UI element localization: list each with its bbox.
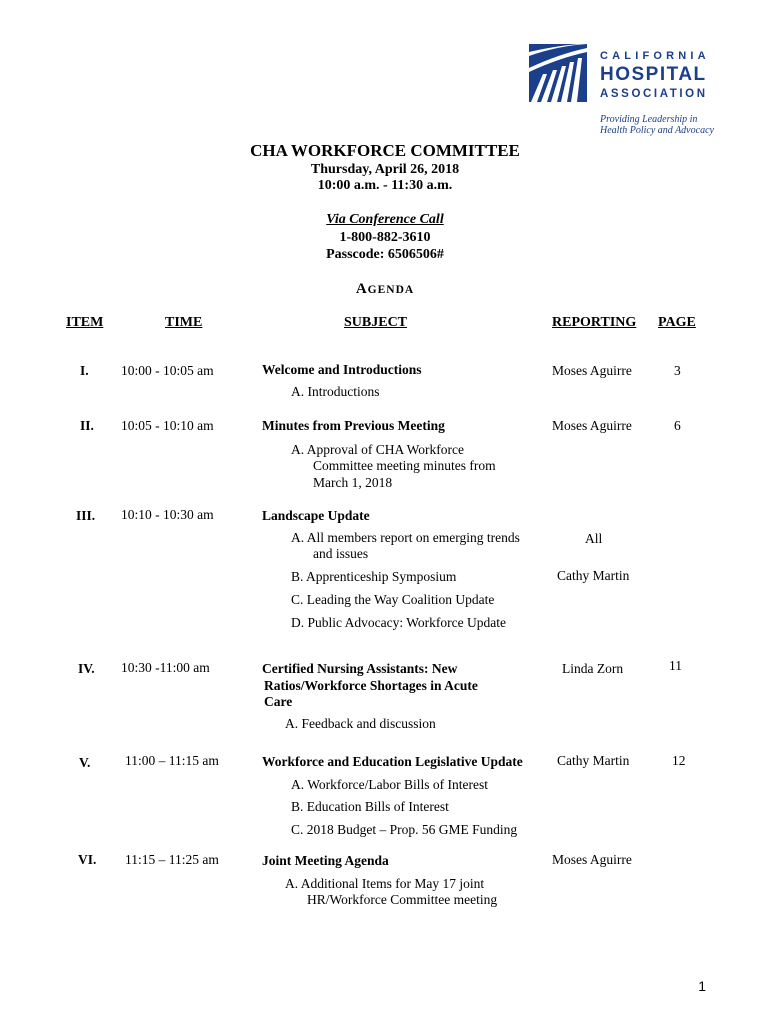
item-subject: Welcome and Introductions	[262, 362, 422, 377]
item-subject-line: Care	[264, 694, 293, 709]
logo-line-hospital: HOSPITAL	[600, 64, 707, 85]
item-time: 11:15 – 11:25 am	[125, 852, 219, 867]
item-subject: Minutes from Previous Meeting	[262, 418, 445, 433]
page-number: 1	[698, 978, 706, 994]
item-subject: Landscape Update	[262, 508, 370, 523]
subitem-continuation: Committee meeting minutes from	[313, 458, 496, 473]
item-number: II.	[80, 418, 94, 433]
subitem: B. Education Bills of Interest	[291, 799, 449, 814]
item-reporter: Linda Zorn	[562, 661, 624, 676]
item-page: 12	[672, 753, 686, 768]
subitem: A. Introductions	[291, 384, 380, 399]
item-reporter: Moses Aguirre	[552, 852, 632, 867]
committee-title: CHA WORKFORCE COMMITTEE	[250, 141, 520, 160]
meeting-time: 10:00 a.m. - 11:30 a.m.	[317, 178, 453, 193]
subitem-continuation: March 1, 2018	[313, 475, 393, 490]
item-subject: Workforce and Education Legislative Update	[262, 754, 523, 769]
item-time: 11:00 – 11:15 am	[125, 753, 219, 768]
item-number: VI.	[78, 852, 97, 867]
item-page: 11	[669, 658, 682, 673]
column-header-item: ITEM	[66, 315, 104, 330]
item-time: 10:10 - 10:30 am	[121, 507, 214, 522]
conference-passcode: Passcode: 6506506#	[326, 247, 444, 262]
item-time: 10:30 -11:00 am	[121, 660, 210, 675]
logo-tagline-2: Health Policy and Advocacy	[600, 125, 714, 136]
item-reporter: Cathy Martin	[557, 753, 630, 768]
logo-line-california: CALIFORNIA	[600, 50, 710, 62]
item-time: 10:05 - 10:10 am	[121, 418, 214, 433]
agenda-heading	[0, 281, 770, 298]
item-subject-line: Certified Nursing Assistants: New	[262, 661, 458, 676]
item-subject-line: Ratios/Workforce Shortages in Acute	[264, 678, 478, 693]
agenda-heading-initial: A	[355, 281, 368, 297]
logo-tagline	[600, 114, 714, 136]
logo-line-association: ASSOCIATION	[600, 88, 708, 100]
column-header-time: TIME	[165, 315, 203, 330]
subitem-reporter: Cathy Martin	[557, 568, 630, 583]
subitem-continuation: HR/Workforce Committee meeting	[307, 892, 498, 907]
item-reporter: Moses Aguirre	[552, 363, 632, 378]
subitem: A. Approval of CHA Workforce	[291, 442, 465, 457]
item-number: IV.	[78, 661, 95, 676]
cha-logo-mark-icon	[529, 44, 587, 102]
item-number: I.	[80, 363, 89, 378]
conference-phone: 1-800-882-3610	[339, 230, 431, 245]
item-time: 10:00 - 10:05 am	[121, 363, 214, 378]
item-page: 6	[674, 418, 681, 433]
subitem-continuation: and issues	[313, 546, 369, 561]
meeting-venue: Via Conference Call	[326, 212, 444, 227]
item-number: V.	[79, 755, 91, 770]
subitem: A. All members report on emerging trends	[291, 530, 520, 545]
item-number: III.	[76, 508, 96, 523]
subitem: B. Apprenticeship Symposium	[291, 569, 457, 584]
agenda-heading-rest: GENDA	[367, 284, 415, 296]
item-reporter: Moses Aguirre	[552, 418, 632, 433]
subitem: A. Feedback and discussion	[285, 716, 436, 731]
cha-logo	[529, 44, 729, 139]
meeting-date: Thursday, April 26, 2018	[310, 162, 460, 177]
column-header-page: PAGE	[658, 315, 696, 330]
subitem: C. 2018 Budget – Prop. 56 GME Funding	[291, 822, 518, 837]
subitem: D. Public Advocacy: Workforce Update	[291, 615, 506, 630]
subitem: C. Leading the Way Coalition Update	[291, 592, 495, 607]
column-header-reporting: REPORTING	[552, 315, 637, 330]
subitem-reporter: All	[585, 531, 603, 546]
subitem: A. Additional Items for May 17 joint	[285, 876, 485, 891]
logo-tagline-1: Providing Leadership in	[600, 114, 698, 125]
column-header-subject: SUBJECT	[344, 315, 408, 330]
subitem: A. Workforce/Labor Bills of Interest	[291, 777, 488, 792]
item-page: 3	[674, 363, 681, 378]
item-subject: Joint Meeting Agenda	[262, 853, 389, 868]
